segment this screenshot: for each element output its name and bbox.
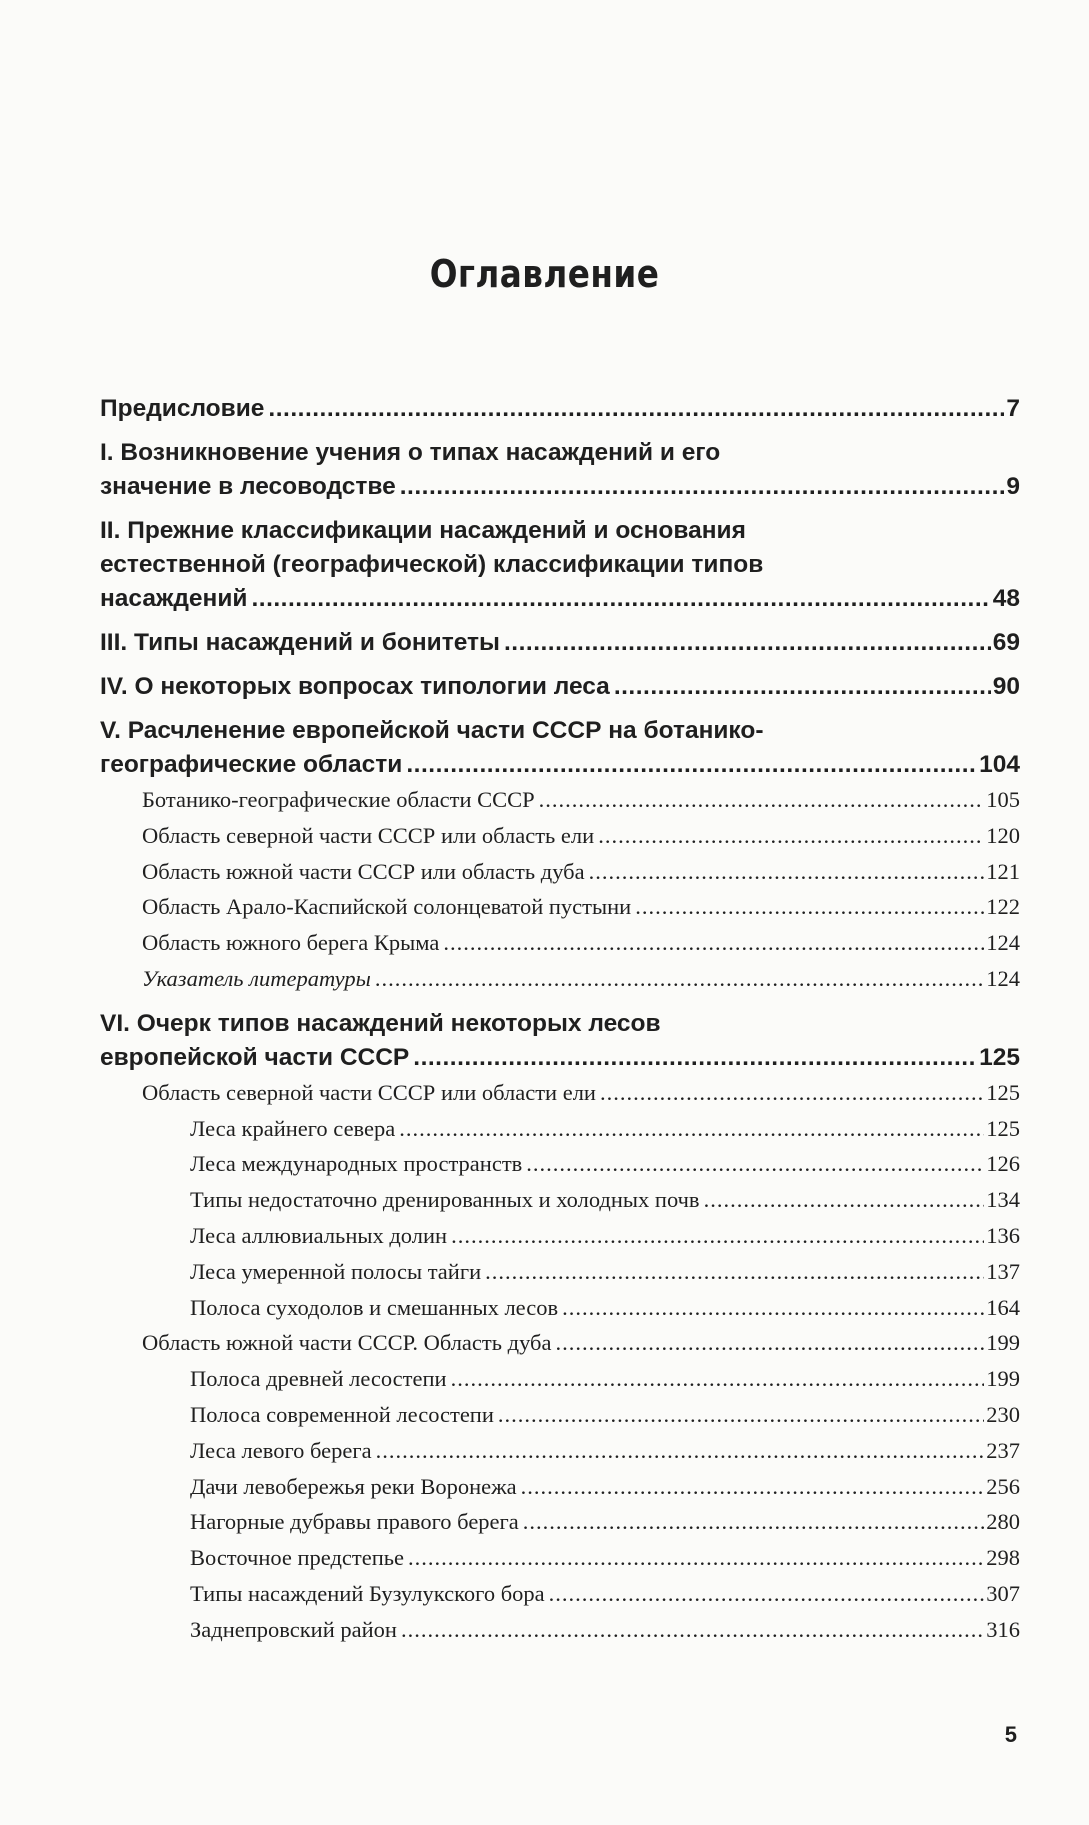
toc-page-number: 125	[979, 1043, 1020, 1071]
dot-leader	[504, 626, 991, 660]
toc-subsection[interactable]: Заднепровский район ..... 316	[100, 1612, 1020, 1648]
toc-page-number: 137	[986, 1258, 1020, 1284]
toc-chapter[interactable]: II. Прежние классификации насаждений и основания естественной (географической) классификации типов насаждений ..... 48	[100, 514, 1020, 616]
toc-section[interactable]: Область северной части СССР или области ели ..... 125	[100, 1075, 1020, 1111]
toc-page-number: 124	[986, 930, 1020, 956]
dot-leader	[401, 1612, 984, 1648]
toc-page-number: 125	[986, 1115, 1020, 1141]
toc-section[interactable]: Область северной части СССР или область ели ..... 120	[100, 818, 1020, 854]
toc-page-number: 48	[992, 585, 1020, 612]
dot-leader	[408, 1540, 984, 1576]
toc-page-number: 316	[986, 1616, 1020, 1642]
table-of-contents	[100, 392, 1020, 1648]
toc-page-number: 9	[1006, 473, 1020, 500]
dot-leader	[589, 854, 985, 890]
dot-leader	[523, 1504, 984, 1540]
toc-subsection[interactable]: Леса международных пространств ..... 126	[100, 1146, 1020, 1182]
toc-page-number: 120	[986, 822, 1020, 848]
toc-page-number: 164	[986, 1294, 1020, 1320]
dot-leader	[375, 961, 984, 997]
dot-leader	[562, 1290, 984, 1326]
toc-page-number: 256	[986, 1473, 1020, 1499]
toc-page-number: 199	[986, 1366, 1020, 1392]
dot-leader	[399, 1111, 984, 1147]
dot-leader	[413, 1041, 977, 1075]
toc-section[interactable]: Область южной части СССР или область дуба ..... 121	[100, 854, 1020, 890]
dot-leader	[555, 1325, 984, 1361]
dot-leader	[443, 925, 984, 961]
dot-leader	[635, 889, 984, 925]
toc-page-number: 104	[979, 751, 1020, 778]
dot-leader	[498, 1397, 984, 1433]
dot-leader	[451, 1218, 984, 1254]
toc-subsection[interactable]: Восточное предстепье ..... 298	[100, 1540, 1020, 1576]
toc-subsection[interactable]: Полоса древней лесостепи ..... 199	[100, 1361, 1020, 1397]
toc-page-number: 307	[986, 1580, 1020, 1606]
toc-subsection[interactable]: Полоса суходолов и смешанных лесов ..... 164	[100, 1290, 1020, 1326]
dot-leader	[251, 582, 990, 616]
toc-subsection[interactable]: Леса умеренной полосы тайги ..... 137	[100, 1254, 1020, 1290]
dot-leader	[614, 670, 991, 704]
toc-page-number: 199	[986, 1330, 1020, 1356]
toc-page-number: 124	[986, 965, 1020, 991]
dot-leader	[704, 1182, 985, 1218]
toc-page-number: 280	[986, 1509, 1020, 1535]
dot-leader	[539, 782, 985, 818]
toc-section[interactable]: Область Арало-Каспийской солонцеватой пустыни ..... 122	[100, 889, 1020, 925]
toc-page-number: 7	[1006, 395, 1020, 422]
dot-leader	[268, 392, 1004, 426]
toc-chapter[interactable]: V. Расчленение европейской части СССР на ботанико- географические области ..... 104	[100, 714, 1020, 782]
toc-page-number: 121	[986, 858, 1020, 884]
toc-section[interactable]: Область южной части СССР. Область дуба ..... 199	[100, 1325, 1020, 1361]
dot-leader	[376, 1433, 985, 1469]
toc-subsection[interactable]: Дачи левобережья реки Воронежа ..... 256	[100, 1469, 1020, 1505]
toc-chapter[interactable]: I. Возникновение учения о типах насаждений и его значение в лесоводстве ..... 9	[100, 436, 1020, 504]
toc-subsection[interactable]: Леса аллювиальных долин ..... 136	[100, 1218, 1020, 1254]
toc-chapter[interactable]: III. Типы насаждений и бонитеты ..... 69	[100, 626, 1020, 660]
page-title: Оглавление	[429, 252, 660, 296]
dot-leader	[521, 1469, 985, 1505]
dot-leader	[485, 1254, 984, 1290]
toc-chapter[interactable]: VI. Очерк типов насаждений некоторых лесов европейской части СССР ..... 125	[100, 1007, 1020, 1075]
toc-page-number: 230	[986, 1401, 1020, 1427]
dot-leader	[451, 1361, 985, 1397]
dot-leader	[526, 1146, 984, 1182]
toc-page-number: 125	[986, 1079, 1020, 1105]
toc-subsection[interactable]: Типы недостаточно дренированных и холодных почв ..... 134	[100, 1182, 1020, 1218]
page-number: 5	[1004, 1722, 1017, 1747]
toc-chapter[interactable]: IV. О некоторых вопросах типологии леса ..... 90	[100, 670, 1020, 704]
toc-page-number: 134	[986, 1187, 1020, 1213]
dot-leader	[406, 748, 977, 782]
toc-subsection[interactable]: Леса крайнего севера ..... 125	[100, 1111, 1020, 1147]
toc-subsection[interactable]: Леса левого берега ..... 237	[100, 1433, 1020, 1469]
dot-leader	[400, 470, 1005, 504]
toc-entry[interactable]: Предисловие ..... 7	[100, 392, 1020, 426]
toc-page-number: 136	[986, 1222, 1020, 1248]
toc-section[interactable]: Указатель литературы ..... 124	[100, 961, 1020, 997]
toc-page-number: 90	[992, 673, 1020, 700]
toc-page-number: 126	[986, 1151, 1020, 1177]
toc-subsection[interactable]: Типы насаждений Бузулукского бора ..... 307	[100, 1576, 1020, 1612]
toc-page-number: 122	[986, 894, 1020, 920]
toc-section[interactable]: Область южного берега Крыма ..... 124	[100, 925, 1020, 961]
dot-leader	[600, 1075, 984, 1111]
toc-page-number: 105	[986, 787, 1020, 812]
dot-leader	[549, 1576, 985, 1612]
toc-page-number: 237	[986, 1437, 1020, 1463]
toc-subsection[interactable]: Нагорные дубравы правого берега ..... 280	[100, 1504, 1020, 1540]
toc-page-number: 69	[992, 629, 1020, 656]
toc-page-number: 298	[986, 1545, 1020, 1571]
dot-leader	[598, 818, 984, 854]
toc-subsection[interactable]: Полоса современной лесостепи ..... 230	[100, 1397, 1020, 1433]
toc-section[interactable]: Ботанико-географические области СССР ..... 105	[100, 782, 1020, 818]
